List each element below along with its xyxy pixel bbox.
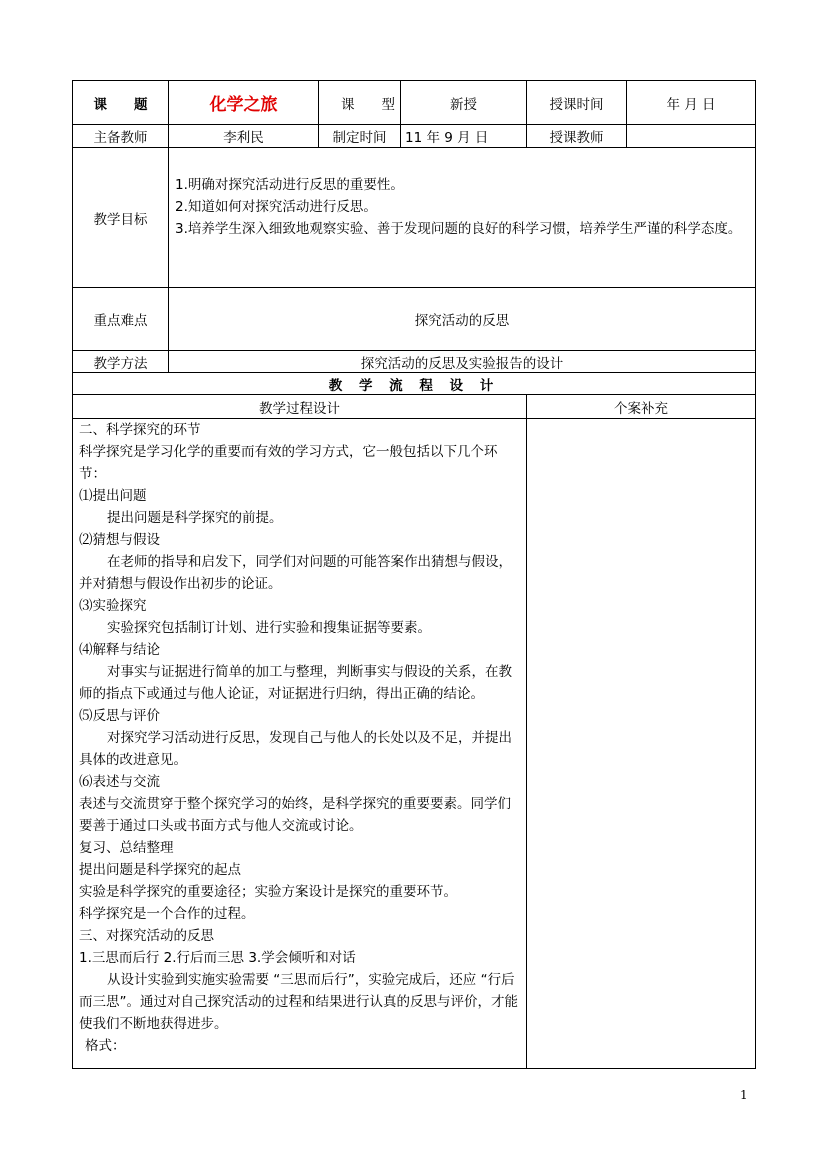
process-content	[73, 419, 527, 1069]
paragraph: 提出问题是科学探究的前提。	[107, 510, 283, 526]
paragraph: 从设计实验到实施实验需要 “三思而后行”，实验完成后，还应 “行后而三思”。通过对自己探究活动的过程和结果进行认真的反思与评价，才能使我们不断地获得进步。	[79, 972, 518, 1032]
author-label: 主备教师	[73, 125, 169, 148]
paragraph: 实验是科学探究的重要途径；实验方案设计是探究的重要环节。	[79, 884, 457, 900]
author-name: 李利民	[169, 125, 319, 148]
lesson-title: 化学之旅	[169, 81, 319, 125]
lesson-date: 年 月 日	[627, 81, 756, 125]
goal-item: 3.培养学生深入细致地观察实验、善于发现问题的良好的科学习惯，培养学生严谨的科学态度。	[175, 221, 742, 237]
goals-content	[169, 148, 756, 288]
type-label: 课 型	[319, 81, 401, 125]
step-heading: ⑵猜想与假设	[79, 532, 160, 548]
paragraph: 科学探究是一个合作的过程。	[79, 906, 255, 922]
supplement-content	[527, 419, 756, 1069]
key-points-label: 重点难点	[73, 288, 169, 351]
paragraph: 科学探究是学习化学的重要而有效的学习方式，它一般包括以下几个环节：	[79, 444, 498, 482]
supplement-column-header: 个案补充	[527, 395, 756, 419]
step-heading: ⑸反思与评价	[79, 708, 160, 724]
paragraph: 实验探究包括制订计划、进行实验和搜集证据等要素。	[107, 620, 431, 636]
key-points-value: 探究活动的反思	[169, 288, 756, 351]
teacher-label: 授课教师	[527, 125, 627, 148]
paragraph: 对探究学习活动进行反思，发现自己与他人的长处以及不足，并提出具体的改进意见。	[79, 730, 512, 768]
lesson-plan-table	[72, 80, 756, 1069]
section-heading: 三、对探究活动的反思	[79, 928, 214, 944]
paragraph: 1.三思而后行 2.行后而三思 3.学会倾听和对话	[79, 950, 356, 966]
process-column-header: 教学过程设计	[73, 395, 527, 419]
step-heading: ⑴提出问题	[79, 488, 147, 504]
goal-item: 1.明确对探究活动进行反思的重要性。	[175, 177, 404, 193]
lesson-type: 新授	[401, 81, 527, 125]
paragraph: 表述与交流贯穿于整个探究学习的始终，是科学探究的重要要素。同学们要善于通过口头或书面方式与他人交流或讨论。	[79, 796, 511, 834]
made-label: 制定时间	[319, 125, 401, 148]
step-heading: ⑶实验探究	[79, 598, 147, 614]
time-label: 授课时间	[527, 81, 627, 125]
section-heading: 二、科学探究的环节	[79, 422, 201, 438]
teacher-name	[627, 125, 756, 148]
made-date: 11 年 9 月 日	[401, 125, 527, 148]
paragraph: 在老师的指导和启发下，同学们对问题的可能答案作出猜想与假设，并对猜想与假设作出初步的论证。	[79, 554, 512, 592]
method-label: 教学方法	[73, 351, 169, 373]
summary-heading: 复习、总结整理	[79, 840, 174, 856]
goal-item: 2.知道如何对探究活动进行反思。	[175, 199, 377, 215]
paragraph: 提出问题是科学探究的起点	[79, 862, 241, 878]
page-number: 1	[740, 1088, 748, 1102]
step-heading: ⑹表述与交流	[79, 774, 160, 790]
flow-title: 教 学 流 程 设 计	[73, 373, 756, 395]
paragraph: 对事实与证据进行简单的加工与整理，判断事实与假设的关系，在教师的指点下或通过与他人论证，对证据进行归纳，得出正确的结论。	[79, 664, 512, 702]
step-heading: ⑷解释与结论	[79, 642, 160, 658]
goals-label: 教学目标	[73, 148, 169, 288]
topic-label: 课 题	[73, 81, 169, 125]
paragraph: 格式：	[85, 1038, 126, 1054]
method-value: 探究活动的反思及实验报告的设计	[169, 351, 756, 373]
